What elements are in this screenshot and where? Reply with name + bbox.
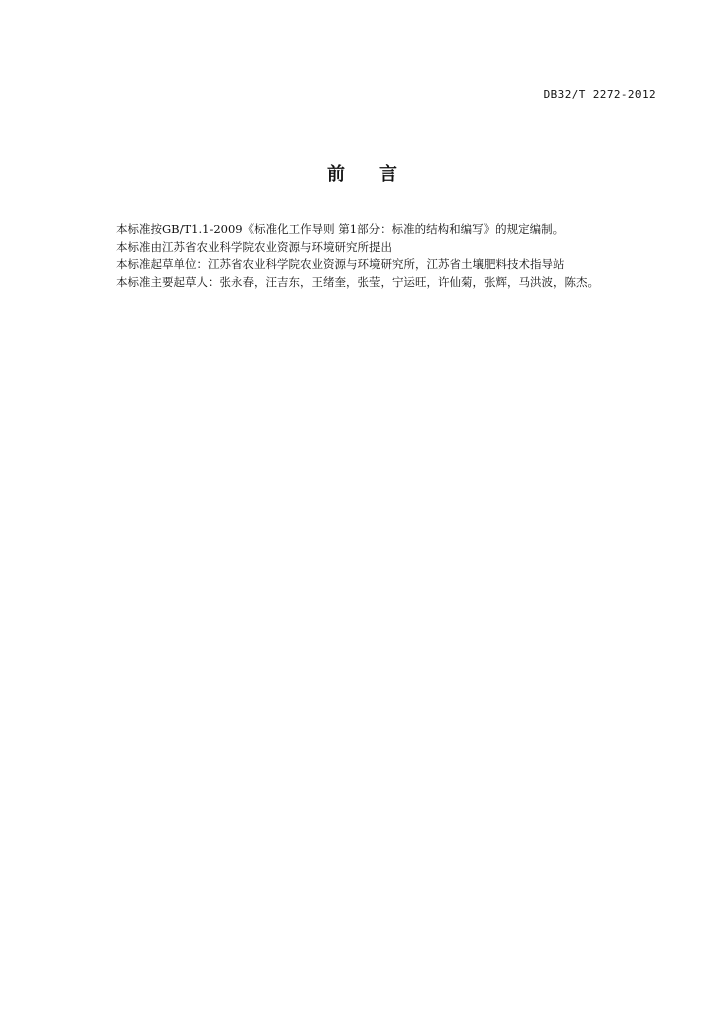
standard-code: DB32/T 2272-2012 <box>543 88 656 101</box>
paragraph-proposer: 本标准由江苏省农业科学院农业资源与环境研究所提出 <box>116 239 392 254</box>
foreword-body <box>116 221 676 291</box>
paragraph-drafting-units: 本标准起草单位：江苏省农业科学院农业资源与环境研究所，江苏省土壤肥料技术指导站 <box>116 257 565 271</box>
paragraph-drafters: 本标准主要起草人：张永春，汪吉东，王绪奎，张莹，宁运旺，许仙菊，张辉，马洪波，陈杰。 <box>116 274 599 289</box>
paragraph-drafting-rules: 本标准按GB/T1.1-2009《标准化工作导则 第1部分：标准的结构和编写》的规定编制。 <box>116 222 565 236</box>
page-title: 前言 <box>327 164 431 185</box>
